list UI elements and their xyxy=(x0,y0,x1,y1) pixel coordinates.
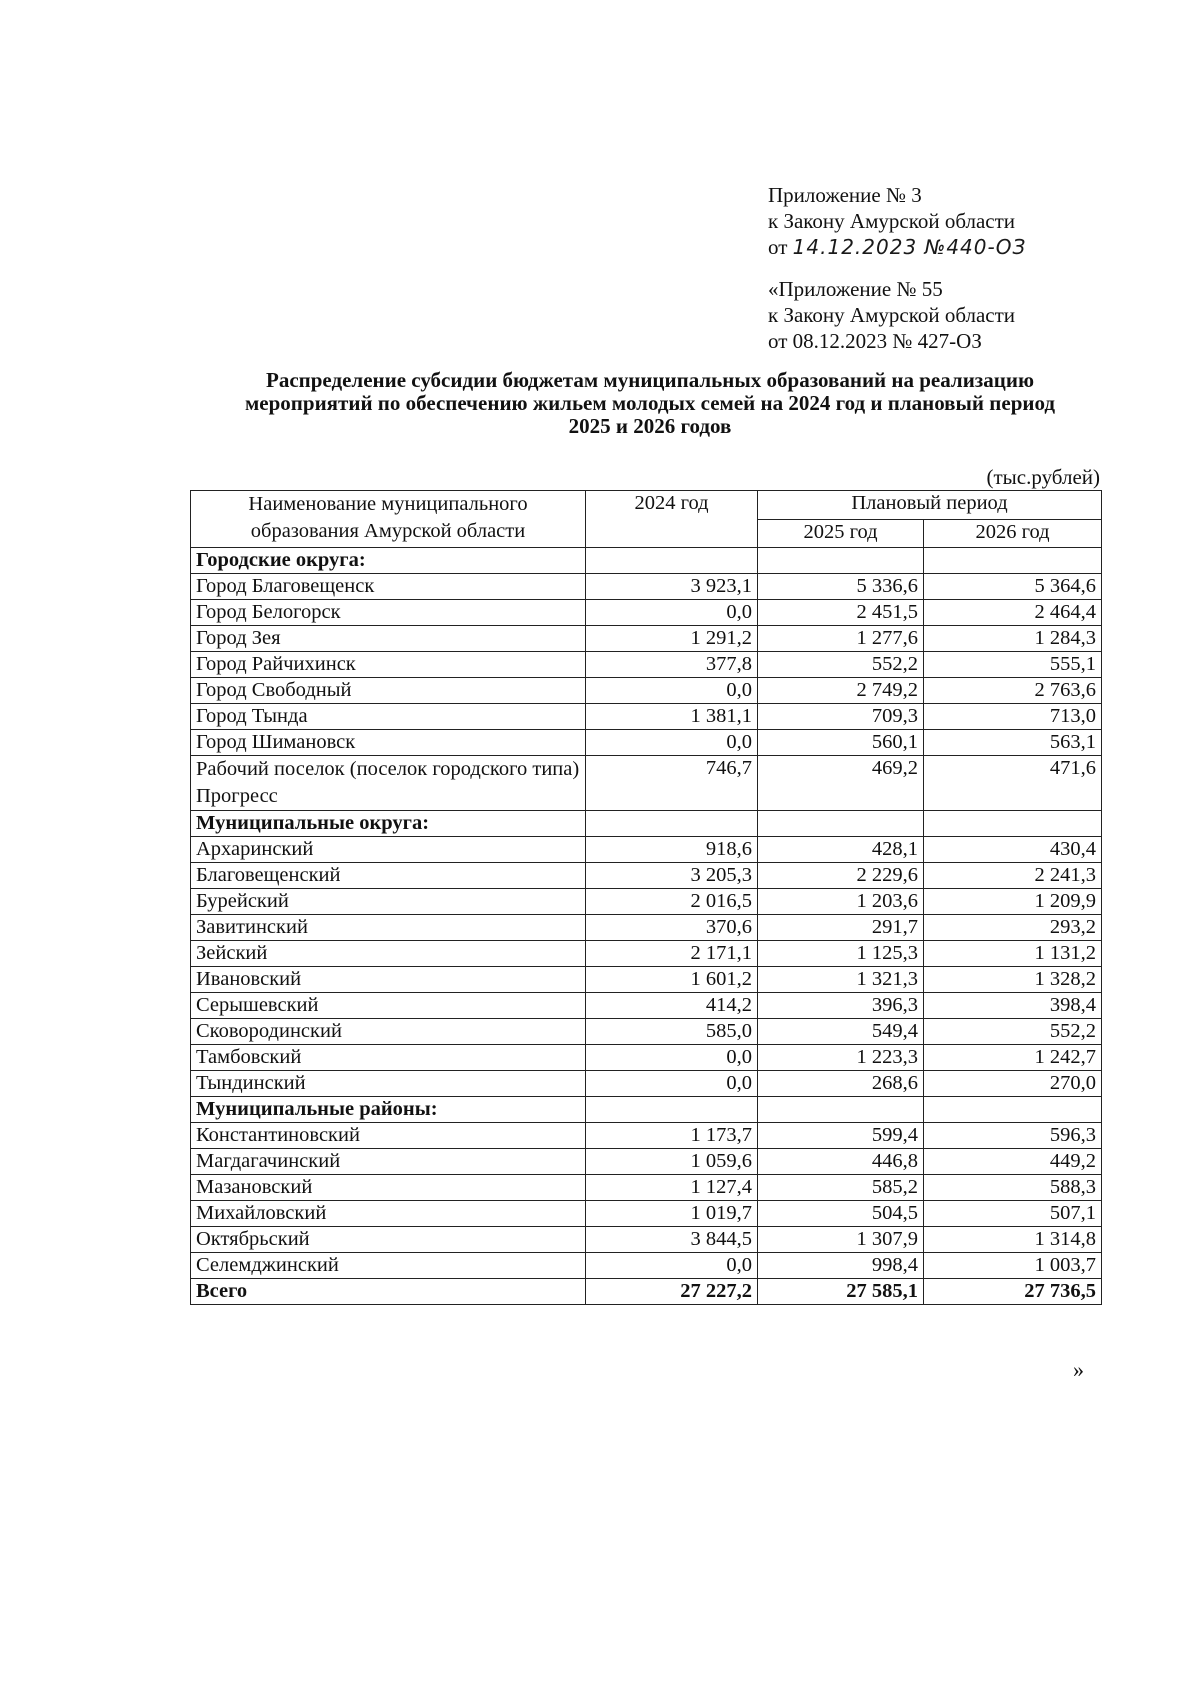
municipality-name: Город Белогорск xyxy=(191,600,586,626)
table-row xyxy=(191,941,1102,967)
value-2024: 0,0 xyxy=(586,1253,758,1279)
table-row xyxy=(191,889,1102,915)
table-row xyxy=(191,626,1102,652)
municipality-name: Серышевский xyxy=(191,993,586,1019)
table-header-row xyxy=(191,491,1102,520)
municipality-name: Мазановский xyxy=(191,1175,586,1201)
empty-cell xyxy=(924,811,1102,837)
section-title: Городские округа: xyxy=(191,548,586,574)
table-row xyxy=(191,1175,1102,1201)
empty-cell xyxy=(758,1097,924,1123)
document-title xyxy=(180,369,1120,438)
value-2026: 270,0 xyxy=(924,1071,1102,1097)
total-label: Всего xyxy=(191,1279,586,1305)
value-2026: 1 209,9 xyxy=(924,889,1102,915)
table-row xyxy=(191,837,1102,863)
value-2025: 428,1 xyxy=(758,837,924,863)
table-row xyxy=(191,1227,1102,1253)
value-2024: 0,0 xyxy=(586,1045,758,1071)
header-2025: 2025 год xyxy=(758,519,924,548)
section-title: Муниципальные районы: xyxy=(191,1097,586,1123)
table-body xyxy=(191,548,1102,1305)
municipality-name: Магдагачинский xyxy=(191,1149,586,1175)
total-2024: 27 227,2 xyxy=(586,1279,758,1305)
municipality-name: Зейский xyxy=(191,941,586,967)
value-2026: 555,1 xyxy=(924,652,1102,678)
value-2024: 0,0 xyxy=(586,730,758,756)
value-2024: 1 601,2 xyxy=(586,967,758,993)
total-2025: 27 585,1 xyxy=(758,1279,924,1305)
value-2024: 0,0 xyxy=(586,678,758,704)
value-2024: 3 923,1 xyxy=(586,574,758,600)
table-row xyxy=(191,915,1102,941)
appendix-number: Приложение № 3 xyxy=(768,183,922,207)
closing-quote: » xyxy=(1073,1357,1084,1382)
value-2025: 1 125,3 xyxy=(758,941,924,967)
value-2024: 585,0 xyxy=(586,1019,758,1045)
table-row xyxy=(191,993,1102,1019)
municipality-name: Город Шимановск xyxy=(191,730,586,756)
empty-cell xyxy=(586,811,758,837)
value-2026: 449,2 xyxy=(924,1149,1102,1175)
value-2025: 549,4 xyxy=(758,1019,924,1045)
value-2025: 396,3 xyxy=(758,993,924,1019)
table-row xyxy=(191,1071,1102,1097)
municipality-name: Архаринский xyxy=(191,837,586,863)
section-row xyxy=(191,811,1102,837)
value-2025: 469,2 xyxy=(758,756,924,811)
municipality-name: Город Райчихинск xyxy=(191,652,586,678)
empty-cell xyxy=(586,548,758,574)
municipality-name: Рабочий поселок (поселок городского типа) Прогресс xyxy=(191,756,586,811)
value-2026: 2 763,6 xyxy=(924,678,1102,704)
value-2025: 5 336,6 xyxy=(758,574,924,600)
value-2024: 370,6 xyxy=(586,915,758,941)
table-row xyxy=(191,600,1102,626)
value-2026: 1 003,7 xyxy=(924,1253,1102,1279)
table-row xyxy=(191,704,1102,730)
municipality-name: Сковородинский xyxy=(191,1019,586,1045)
table-row xyxy=(191,652,1102,678)
municipality-name: Благовещенский xyxy=(191,863,586,889)
municipality-name: Тындинский xyxy=(191,1071,586,1097)
value-2024: 1 173,7 xyxy=(586,1123,758,1149)
header-2024: 2024 год xyxy=(586,491,758,548)
municipality-name: Тамбовский xyxy=(191,1045,586,1071)
value-2024: 414,2 xyxy=(586,993,758,1019)
subsidy-distribution-table xyxy=(190,490,1102,1305)
value-2025: 268,6 xyxy=(758,1071,924,1097)
appendix-date-prefix: от xyxy=(768,235,788,259)
value-2025: 585,2 xyxy=(758,1175,924,1201)
municipality-name: Город Свободный xyxy=(191,678,586,704)
municipality-name: Селемджинский xyxy=(191,1253,586,1279)
table-row xyxy=(191,1045,1102,1071)
value-2026: 2 464,4 xyxy=(924,600,1102,626)
value-2024: 1 059,6 xyxy=(586,1149,758,1175)
municipality-name: Завитинский xyxy=(191,915,586,941)
value-2025: 1 223,3 xyxy=(758,1045,924,1071)
empty-cell xyxy=(758,811,924,837)
empty-cell xyxy=(924,1097,1102,1123)
section-row xyxy=(191,1097,1102,1123)
value-2024: 1 019,7 xyxy=(586,1201,758,1227)
table-row xyxy=(191,1149,1102,1175)
value-2026: 430,4 xyxy=(924,837,1102,863)
municipality-name: Октябрьский xyxy=(191,1227,586,1253)
value-2025: 1 203,6 xyxy=(758,889,924,915)
value-2026: 1 284,3 xyxy=(924,626,1102,652)
value-2024: 3 844,5 xyxy=(586,1227,758,1253)
value-2025: 599,4 xyxy=(758,1123,924,1149)
value-2026: 552,2 xyxy=(924,1019,1102,1045)
value-2025: 2 749,2 xyxy=(758,678,924,704)
value-2026: 507,1 xyxy=(924,1201,1102,1227)
table-row xyxy=(191,678,1102,704)
municipality-name: Город Зея xyxy=(191,626,586,652)
municipality-name: Бурейский xyxy=(191,889,586,915)
header-2026: 2026 год xyxy=(924,519,1102,548)
header-planned-period: Плановый период xyxy=(758,491,1102,520)
value-2025: 291,7 xyxy=(758,915,924,941)
value-2024: 0,0 xyxy=(586,1071,758,1097)
title-line-1: Распределение субсидии бюджетам муниципальных образований на реализацию xyxy=(266,368,1034,392)
value-2026: 713,0 xyxy=(924,704,1102,730)
value-2025: 504,5 xyxy=(758,1201,924,1227)
municipality-name: Ивановский xyxy=(191,967,586,993)
value-2024: 746,7 xyxy=(586,756,758,811)
table-row xyxy=(191,863,1102,889)
section-title: Муниципальные округа: xyxy=(191,811,586,837)
value-2024: 377,8 xyxy=(586,652,758,678)
value-2026: 1 242,7 xyxy=(924,1045,1102,1071)
empty-cell xyxy=(758,548,924,574)
appendix-original-reference xyxy=(768,276,1015,354)
value-2026: 398,4 xyxy=(924,993,1102,1019)
table-row xyxy=(191,730,1102,756)
total-row xyxy=(191,1279,1102,1305)
header-municipality: Наименование муниципального образования Амурской области xyxy=(191,491,586,548)
municipality-name: Михайловский xyxy=(191,1201,586,1227)
value-2026: 1 328,2 xyxy=(924,967,1102,993)
original-appendix-number: «Приложение № 55 xyxy=(768,277,943,301)
appendix-current-reference xyxy=(768,182,1026,260)
value-2024: 0,0 xyxy=(586,600,758,626)
table-row xyxy=(191,967,1102,993)
appendix-date-line xyxy=(768,234,1026,260)
table-row xyxy=(191,1253,1102,1279)
section-row xyxy=(191,548,1102,574)
table-row xyxy=(191,1123,1102,1149)
title-line-2: мероприятий по обеспечению жильем молодых семей на 2024 год и плановый период xyxy=(245,391,1055,415)
value-2026: 1 314,8 xyxy=(924,1227,1102,1253)
value-2025: 2 451,5 xyxy=(758,600,924,626)
municipality-name: Константиновский xyxy=(191,1123,586,1149)
value-2024: 3 205,3 xyxy=(586,863,758,889)
value-2026: 596,3 xyxy=(924,1123,1102,1149)
original-appendix-law: к Закону Амурской области xyxy=(768,303,1016,327)
value-2025: 998,4 xyxy=(758,1253,924,1279)
units-label: (тыс.рублей) xyxy=(986,465,1100,489)
value-2026: 293,2 xyxy=(924,915,1102,941)
value-2024: 1 127,4 xyxy=(586,1175,758,1201)
empty-cell xyxy=(586,1097,758,1123)
value-2026: 471,6 xyxy=(924,756,1102,811)
value-2024: 1 291,2 xyxy=(586,626,758,652)
value-2025: 1 307,9 xyxy=(758,1227,924,1253)
appendix-law: к Закону Амурской области xyxy=(768,209,1016,233)
value-2026: 2 241,3 xyxy=(924,863,1102,889)
table-row xyxy=(191,1201,1102,1227)
original-appendix-date: от 08.12.2023 № 427-ОЗ xyxy=(768,329,982,353)
value-2025: 1 321,3 xyxy=(758,967,924,993)
value-2025: 1 277,6 xyxy=(758,626,924,652)
table-row xyxy=(191,756,1102,811)
total-2026: 27 736,5 xyxy=(924,1279,1102,1305)
value-2024: 918,6 xyxy=(586,837,758,863)
value-2025: 560,1 xyxy=(758,730,924,756)
title-line-3: 2025 и 2026 годов xyxy=(568,414,732,438)
value-2025: 2 229,6 xyxy=(758,863,924,889)
value-2026: 563,1 xyxy=(924,730,1102,756)
municipality-name: Город Тында xyxy=(191,704,586,730)
value-2024: 2 016,5 xyxy=(586,889,758,915)
value-2026: 1 131,2 xyxy=(924,941,1102,967)
value-2024: 1 381,1 xyxy=(586,704,758,730)
table-row xyxy=(191,1019,1102,1045)
value-2025: 552,2 xyxy=(758,652,924,678)
empty-cell xyxy=(924,548,1102,574)
value-2025: 446,8 xyxy=(758,1149,924,1175)
handwritten-date-number: 14.12.2023 №440-ОЗ xyxy=(792,235,1027,259)
municipality-name: Город Благовещенск xyxy=(191,574,586,600)
table-row xyxy=(191,574,1102,600)
value-2024: 2 171,1 xyxy=(586,941,758,967)
value-2026: 5 364,6 xyxy=(924,574,1102,600)
value-2026: 588,3 xyxy=(924,1175,1102,1201)
value-2025: 709,3 xyxy=(758,704,924,730)
